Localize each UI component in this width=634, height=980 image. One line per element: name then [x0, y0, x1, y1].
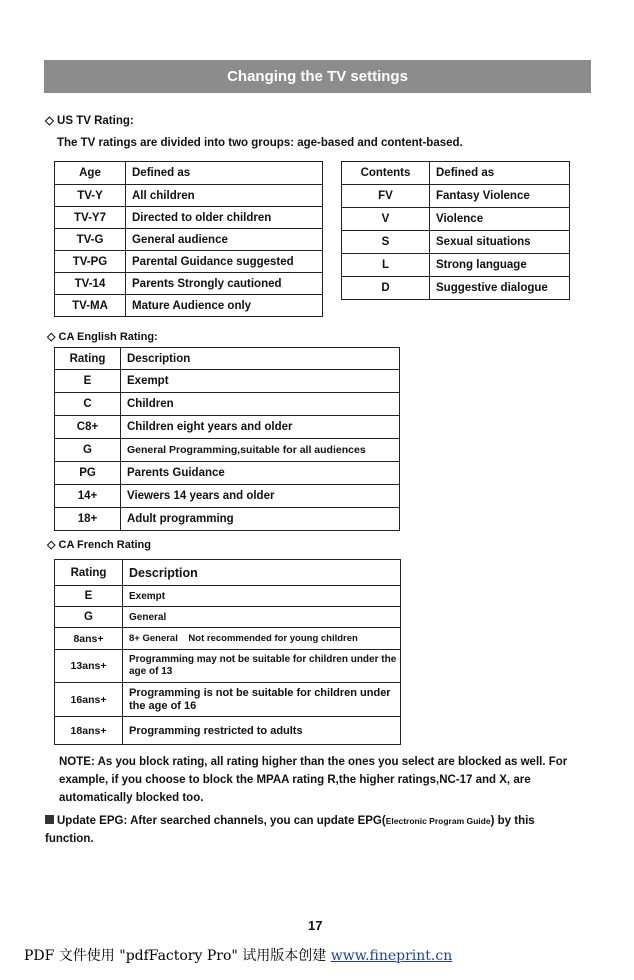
- table-row: [55, 393, 400, 416]
- rating-cell: TV-MA: [55, 295, 126, 317]
- rating-cell: 18+: [55, 508, 121, 531]
- table-row: [55, 607, 401, 628]
- description-cell: Parental Guidance suggested: [126, 251, 323, 273]
- ca-english-table: [54, 347, 400, 531]
- table-row: [55, 295, 323, 317]
- description-cell: 8+ General Not recommended for young children: [123, 628, 401, 650]
- rating-cell: E: [55, 370, 121, 393]
- table-row: [55, 185, 323, 207]
- rating-cell: G: [55, 439, 121, 462]
- content-code-cell: FV: [342, 185, 430, 208]
- table-header-cell: Description: [123, 560, 401, 586]
- table-row: [342, 208, 570, 231]
- page-number: 17: [308, 918, 323, 933]
- table-row: [55, 207, 323, 229]
- rating-cell: TV-Y: [55, 185, 126, 207]
- table-row: [55, 650, 401, 683]
- diamond-icon: ◇: [45, 115, 58, 127]
- square-bullet-icon: [45, 815, 54, 824]
- description-cell: Children eight years and older: [121, 416, 400, 439]
- description-cell: All children: [126, 185, 323, 207]
- table-row: [55, 628, 401, 650]
- table-row: [55, 717, 401, 745]
- epg-paragraph: [45, 812, 585, 848]
- note-label: NOTE:: [59, 756, 95, 768]
- table-row: [55, 485, 400, 508]
- description-cell: Parents Guidance: [121, 462, 400, 485]
- table-row: [55, 273, 323, 295]
- epg-text: After searched channels, you can update EPG(: [130, 815, 386, 827]
- rating-cell: TV-PG: [55, 251, 126, 273]
- ca-english-heading: ◇ CA English Rating:: [47, 331, 158, 343]
- table-header-row: [342, 162, 570, 185]
- table-row: [55, 439, 400, 462]
- description-cell: Exempt: [123, 586, 401, 607]
- table-row: [55, 683, 401, 717]
- rating-cell: 16ans+: [55, 683, 123, 717]
- rating-cell: TV-Y7: [55, 207, 126, 229]
- us-content-table: [341, 161, 570, 300]
- rating-cell: 8ans+: [55, 628, 123, 650]
- ca-french-heading: ◇ CA French Rating: [47, 539, 152, 551]
- table-header-row: [55, 560, 401, 586]
- rating-cell: 14+: [55, 485, 121, 508]
- description-cell: Violence: [430, 208, 570, 231]
- rating-cell: TV-G: [55, 229, 126, 251]
- table-header-cell: Description: [121, 348, 400, 370]
- description-cell: Directed to older children: [126, 207, 323, 229]
- description-cell: Fantasy Violence: [430, 185, 570, 208]
- description-cell: Mature Audience only: [126, 295, 323, 317]
- table-header-cell: Defined as: [126, 162, 323, 185]
- table-row: [55, 462, 400, 485]
- table-header-cell: Rating: [55, 348, 121, 370]
- table-row: [55, 508, 400, 531]
- rating-cell: C8+: [55, 416, 121, 439]
- rating-cell: 13ans+: [55, 650, 123, 683]
- table-header-cell: Contents: [342, 162, 430, 185]
- table-row: [342, 277, 570, 300]
- rating-cell: G: [55, 607, 123, 628]
- note-text: As you block rating, all rating higher than the ones you select are blocked as well. For example, if you choose to block the MPAA rating R,the higher ratings,NC-17 and X, are automatically blocked too.: [59, 756, 568, 804]
- diamond-icon: ◇: [47, 331, 59, 343]
- description-cell: Adult programming: [121, 508, 400, 531]
- content-code-cell: V: [342, 208, 430, 231]
- footer-link[interactable]: www.fineprint.cn: [330, 948, 453, 964]
- ca-french-table: [54, 559, 401, 745]
- rating-cell: TV-14: [55, 273, 126, 295]
- content-code-cell: S: [342, 231, 430, 254]
- description-cell: Children: [121, 393, 400, 416]
- description-cell: Viewers 14 years and older: [121, 485, 400, 508]
- table-row: [55, 416, 400, 439]
- table-row: [342, 231, 570, 254]
- description-cell: Programming may not be suitable for children under the age of 13: [123, 650, 401, 683]
- description-cell: Parents Strongly cautioned: [126, 273, 323, 295]
- description-cell: Suggestive dialogue: [430, 277, 570, 300]
- description-cell: General audience: [126, 229, 323, 251]
- table-header-cell: Defined as: [430, 162, 570, 185]
- us-rating-intro: The TV ratings are divided into two groups: age-based and content-based.: [57, 137, 463, 149]
- table-header-row: [55, 162, 323, 185]
- content-code-cell: D: [342, 277, 430, 300]
- us-age-table: [54, 161, 323, 317]
- diamond-icon: ◇: [47, 539, 59, 551]
- rating-cell: PG: [55, 462, 121, 485]
- us-rating-heading: ◇ US TV Rating:: [45, 115, 134, 127]
- table-row: [55, 586, 401, 607]
- epg-small-text: Electronic Program Guide: [385, 816, 491, 826]
- table-row: [55, 229, 323, 251]
- epg-text-end: ) by this function.: [45, 815, 535, 845]
- rating-cell: E: [55, 586, 123, 607]
- table-row: [342, 185, 570, 208]
- table-row: [55, 251, 323, 273]
- description-cell: Sexual situations: [430, 231, 570, 254]
- table-row: [342, 254, 570, 277]
- rating-cell: C: [55, 393, 121, 416]
- description-cell: Exempt: [121, 370, 400, 393]
- description-cell: Programming is not be suitable for children under the age of 16: [123, 683, 401, 717]
- note-paragraph: [59, 753, 599, 807]
- table-header-cell: Age: [55, 162, 126, 185]
- content-code-cell: L: [342, 254, 430, 277]
- epg-label: Update EPG:: [57, 815, 128, 827]
- table-header-row: [55, 348, 400, 370]
- table-header-cell: Rating: [55, 560, 123, 586]
- description-cell: General Programming,suitable for all audiences: [121, 439, 400, 462]
- description-cell: Strong language: [430, 254, 570, 277]
- footer: [24, 945, 452, 965]
- footer-text: PDF 文件使用 "pdfFactory Pro" 试用版本创建: [24, 948, 331, 964]
- section-banner: Changing the TV settings: [44, 60, 591, 93]
- description-cell: General: [123, 607, 401, 628]
- rating-cell: 18ans+: [55, 717, 123, 745]
- table-row: [55, 370, 400, 393]
- description-cell: Programming restricted to adults: [123, 717, 401, 745]
